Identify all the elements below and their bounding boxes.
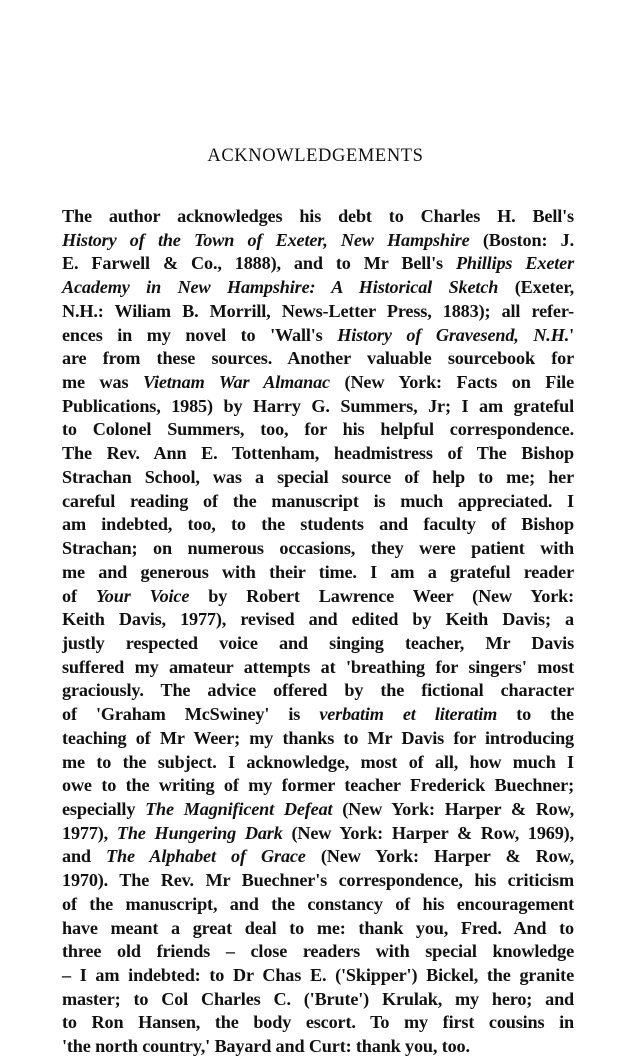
text-run: of	[62, 585, 96, 606]
text-run: especially	[62, 798, 146, 819]
text-run: justly respected voice and singing teacher, Mr Davis	[62, 632, 574, 653]
text-run: owe to the writing of my former teacher Frederick Buechner;	[62, 775, 574, 796]
text-run: by Robert Lawrence Weer (New York:	[189, 585, 574, 606]
text-run: E. Farwell & Co., 1888), and to Mr Bell's	[62, 253, 456, 274]
text-run: (New York: Harper & Row,	[305, 846, 574, 867]
text-line	[62, 964, 574, 988]
text-run: Strachan School, was a special source of help to me; her	[62, 466, 574, 487]
text-line	[62, 229, 574, 253]
text-run: The author acknowledges his debt to Charles H. Bell's	[62, 206, 574, 226]
text-line	[62, 347, 574, 371]
italic-title-text: Vietnam War Almanac	[142, 372, 330, 393]
page-heading: ACKNOWLEDGEMENTS	[207, 146, 424, 166]
text-run: Strachan; on numerous occasions, they were patient with	[62, 538, 574, 559]
text-line	[62, 561, 574, 585]
text-line	[62, 395, 574, 419]
text-run: teaching of Mr Weer; my thanks to Mr Davis for introducing	[62, 727, 574, 748]
text-line	[62, 513, 574, 537]
text-line	[62, 822, 574, 846]
text-line	[62, 845, 574, 869]
text-line	[62, 893, 574, 917]
text-run: ences in my novel to 'Wall's	[62, 324, 338, 345]
text-run: me to the subject. I acknowledge, most of all, how much I	[62, 751, 574, 772]
text-run: – I am indebted: to Dr Chas E. ('Skipper') Bickel, the granite	[62, 965, 574, 985]
text-line	[62, 585, 574, 609]
text-run: Publications, 1985) by Harry G. Summers, Jr; I am grateful	[62, 395, 574, 416]
text-run: 1977),	[62, 822, 117, 843]
text-run: N.H.: Wiliam B. Morrill, News-Letter Press, 1883); all refer-	[62, 300, 574, 321]
text-line	[62, 869, 574, 893]
text-run: me and generous with their time. I am a grateful reader	[62, 561, 574, 582]
text-run: The Rev. Ann E. Tottenham, headmistress of The Bishop	[62, 443, 574, 464]
italic-title-text: Phillips Exeter	[455, 253, 575, 274]
text-line	[62, 537, 574, 561]
italic-title-text: Your Voice	[95, 585, 190, 606]
acknowledgements-paragraph	[62, 205, 574, 1059]
text-line	[62, 798, 574, 822]
text-line	[62, 418, 574, 442]
text-run: to the	[497, 704, 574, 725]
text-line	[62, 1011, 574, 1035]
text-run: am indebted, too, to the students and faculty of Bishop	[62, 514, 574, 535]
text-line	[62, 917, 574, 941]
text-run: suffered my amateur attempts at 'breathing for singers' most	[62, 656, 574, 677]
italic-title-text: The Alphabet of Grace	[106, 846, 306, 867]
text-run: careful reading of the manuscript is much appreciated. I	[62, 490, 574, 511]
text-run: (New York: Harper & Row, 1969),	[282, 822, 574, 843]
text-run: to Ron Hansen, the body escort. To my first cousins in	[62, 1012, 574, 1033]
text-line	[62, 205, 574, 229]
text-line	[62, 466, 574, 490]
text-line	[62, 703, 574, 727]
text-line	[62, 1035, 574, 1059]
text-run: '	[569, 324, 575, 345]
text-line	[62, 300, 574, 324]
text-line	[62, 774, 574, 798]
text-run: 1970). The Rev. Mr Buechner's correspondence, his criticism	[62, 870, 574, 891]
text-line	[62, 324, 574, 348]
italic-title-text: Academy in New Hampshire: A Historical Sketch	[62, 277, 499, 298]
text-line	[62, 252, 574, 276]
text-run: three old friends – close readers with special knowledge	[62, 941, 574, 962]
italic-title-text: verbatim et literatim	[319, 704, 498, 725]
text-line	[62, 608, 574, 632]
text-run: (New York: Harper & Row,	[332, 798, 575, 819]
text-run: are from these sources. Another valuable sourcebook for	[62, 348, 574, 369]
text-line	[62, 490, 574, 514]
text-line	[62, 656, 574, 680]
text-line	[62, 442, 574, 466]
text-run: graciously. The advice offered by the fictional character	[62, 680, 574, 701]
text-line	[62, 679, 574, 703]
text-run: 'the north country,' Bayard and Curt: thank you, too.	[62, 1036, 470, 1057]
text-run: and	[62, 846, 107, 867]
italic-title-text: History of the Town of Exeter, New Hampshire	[62, 229, 470, 250]
text-run: master; to Col Charles C. ('Brute') Krulak, my hero; and	[62, 988, 574, 1009]
italic-title-text: The Magnificent Defeat	[145, 798, 333, 819]
text-line	[62, 727, 574, 751]
text-run: Keith Davis, 1977), revised and edited by Keith Davis; a	[62, 609, 574, 630]
italic-title-text: The Hungering Dark	[116, 822, 283, 843]
text-run: (Exeter,	[498, 277, 574, 298]
text-run: (Boston: J.	[469, 229, 574, 250]
text-run: to Colonel Summers, too, for his helpful correspondence.	[62, 419, 574, 440]
text-line	[62, 751, 574, 775]
text-run: (New York: Facts on File	[329, 372, 574, 393]
text-run: of the manuscript, and the constancy of his encouragement	[62, 893, 574, 914]
text-run: have meant a great deal to me: thank you, Fred. And to	[62, 917, 574, 938]
italic-title-text: History of Gravesend, N.H.	[337, 324, 570, 345]
text-line	[62, 632, 574, 656]
text-line	[62, 940, 574, 964]
text-line	[62, 371, 574, 395]
text-run: of 'Graham McSwiney' is	[62, 704, 320, 725]
text-line	[62, 276, 574, 300]
text-run: me was	[62, 372, 143, 393]
